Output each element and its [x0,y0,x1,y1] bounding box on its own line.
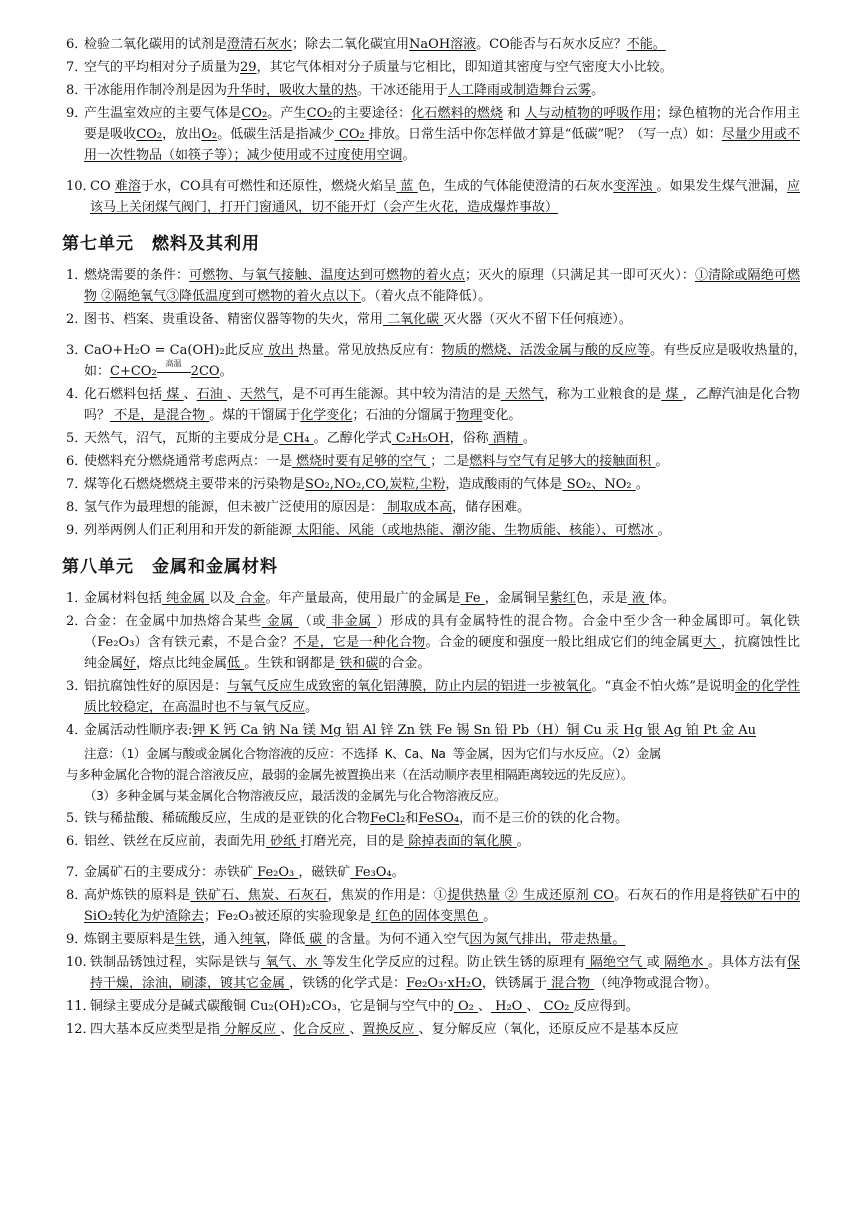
unit7-heading: 第七单元 燃料及其利用 [62,234,260,254]
u7-item-9: 9. 列举两例人们正利用和开发的新能源 太阳能、风能（或地热能、潮汐能、生物质能、核能）、可燃冰 。 [66,523,671,538]
unit8-heading: 第八单元 金属和金属材料 [62,557,278,577]
u7-item-7: 7． 煤等化石燃烧燃烧主要带来的污染物是SO₂,NO₂,CO,炭粒,尘粉，造成酸雨的气体是 SO₂、NO₂ 。 [66,477,649,492]
u8-item-5: 5． 铁与稀盐酸、稀硫酸反应，生成的是亚铁的化合物FeCl₂和FeSO₄，而不是三价的铁的化合物。 [66,811,629,826]
u7-item-2: 2． 图书、档案、贵重设备、精密仪器等物的失火，常用 二氧化碳 灭火器（灭火不留下任何痕迹）。 [66,312,632,327]
u8-item-1: 1． 金属材料包括 纯金属 以及 合金。年产量最高，使用最广的金属是 Fe ，金属铜呈紫红色，汞是 液 体。 [66,591,676,606]
u6-item-9: 9． 产生温室效应的主要气体是CO₂。产生CO₂的主要途径：化石燃料的燃烧 和 人与动植物的呼吸作用；绿色植物的光合作用主要是吸收CO₂，放出O₂。低碳生活是指减少 CO₂ 排放。日常生活中你怎样做才算是“低碳”呢？（写一点）如：尽量少用或不用一次性物品（如筷子等）；减少使用或不过度使用空调。 [66,106,800,163]
u8-item-2: 2． 合金：在金属中加热熔合某些 金属 （或 非金属 ）形成的具有金属特性的混合物。合金中至少含一种金属即可。氧化铁（Fe₂O₃）含有铁元素，不是合金？不是，它是一种化合物。合金的硬度和强度一般比组成它们的纯金属更大 ，抗腐蚀性比纯金属好，熔点比纯金属低 。生铁和钢都是 铁和碳的合金。 [66,614,800,671]
u8-item-8: 8． 高炉炼铁的原料是 铁矿石、焦炭、石灰石，焦炭的作用是：①提供热量 ② 生成还原剂 CO。石灰石的作用是将铁矿石中的 SiO₂转化为炉渣除去；Fe₂O₃被还原的实验现象是 红色的固体变黑色 。 [66,888,800,924]
reaction-condition-arrow: 高温 [157,367,191,377]
u8-item-12: 12． 四大基本反应类型是指 分解反应 、化合反应 、置换反应 、复分解反应（氧化，还原反应不是基本反应 [66,1022,679,1037]
u7-item-1: 1． 燃烧需要的条件：可燃物、与氧气接触、温度达到可燃物的着火点；灭火的原理（只满足其一即可灭火）：①清除或隔绝可燃物 ②隔绝氧气③降低温度到可燃物的着火点以下。（着火点不能降低）。 [66,268,800,304]
u6-item-6: 6． 检验二氧化碳用的试剂是澄清石灰水；除去二氧化碳宜用NaOH溶液。CO能否与石灰水反应？不能。 [66,37,666,52]
u7-item-3: 3． CaO+H₂O = Ca(OH)₂此反应 放出 热量。常见放热反应有：物质的燃烧、活泼金属与酸的反应等。有些反应是吸收热量的， 如：C+CO₂ 高温 2CO。 [66,343,814,379]
u8-item-7: 7． 金属矿石的主要成分：赤铁矿 Fe₂O₃ ，磁铁矿 Fe₃O₄。 [66,865,405,880]
u7-item-4: 4． 化石燃料包括 煤 、石油 、天然气，是不可再生能源。其中较为清洁的是 天然气，称为工业粮食的是 煤 ，乙醇汽油是化合物吗？ 不是，是混合物 。煤的干馏属于化学变化；石油的分馏属于物理变化。 [66,387,800,423]
u7-item-8: 8． 氢气作为最理想的能源，但未被广泛使用的原因是： 制取成本高，储存困难。 [66,500,531,515]
u8-item-6: 6． 铝丝、铁丝在反应前，表面先用 砂纸 打磨光亮，目的是 除掉表面的氧化膜 。 [66,834,530,849]
u6-item-8: 8． 干冰能用作制冷剂是因为升华时，吸收大量的热。干冰还能用于人工降雨或制造舞台云雾。 [66,83,605,98]
u8-item-4: 4． 金属活动性顺序表:钾 K 钙 Ca 钠 Na 镁 Mg 铝 Al 锌 Zn 铁 Fe 锡 Sn 铅 Pb（H）铜 Cu 汞 Hg 银 Ag 铂 Pt 金 Au [66,723,757,738]
u7-item-5: 5． 天然气，沼气，瓦斯的主要成分是 CH₄ 。乙醇化学式 C₂H₅OH，俗称 酒精 。 [66,431,536,446]
u8-item-10: 10. 铁制品锈蚀过程，实际是铁与 氧气、水 等发生化学反应的过程。防止铁生锈的原理有 隔绝空气 或 隔绝水 。具体方法有保持干燥，涂油，刷漆，镀其它金属 ，铁锈的化学式是：Fe₂O₃·xH₂O，铁锈属于 混合物 （纯净物或混合物）。 [66,955,800,991]
u8-item-3: 3． 铝抗腐蚀性好的原因是：与氧气反应生成致密的氧化铝薄膜，防止内层的铝进一步被氧化。“真金不怕火炼”是说明金的化学性质比较稳定，在高温时也不与氧气反应。 [66,679,800,715]
u7-item-6: 6． 使燃料充分燃烧通常考虑两点：一是 燃烧时要有足够的空气 ；二是燃料与空气有足够大的接触面积 。 [66,454,669,469]
u6-item-7: 7． 空气的平均相对分子质量为29，其它气体相对分子质量与它相比，即知道其密度与空气密度大小比较。 [66,60,673,75]
u8-item-11: 11． 铜绿主要成分是碱式碳酸铜 Cu₂(OH)₂CO₃，它是铜与空气中的 O₂ 、 H₂O 、 CO₂ 反应得到。 [66,999,639,1014]
activity-series-note: 注意：（1）金属与酸或金属化合物溶液的反应：不选择 K、Ca、Na 等金属，因为它们与水反应。（2）金属 与多种金属化合物的混合溶液反应，最弱的金属先被置换出来（在活动顺序表里相隔距离较远的先反应）。 （3）多种金属与某金属化合物溶液反应，最活泼的金属先与化合物溶液反应。 [66,746,662,803]
u6-item-10: 10． CO 难溶于水，CO具有可燃性和还原性，燃烧火焰呈 蓝 色，生成的气体能使澄清的石灰水变浑浊 。如果发生煤气泄漏，应该马上关闭煤气阀门，打开门窗通风，切不能开灯（会产生火花，造成爆炸事故） [66,179,800,215]
u8-item-9: 9． 炼钢主要原料是生铁，通入纯氧，降低 碳 的含量。为何不通入空气因为氮气排出，带走热量。 [66,932,626,947]
